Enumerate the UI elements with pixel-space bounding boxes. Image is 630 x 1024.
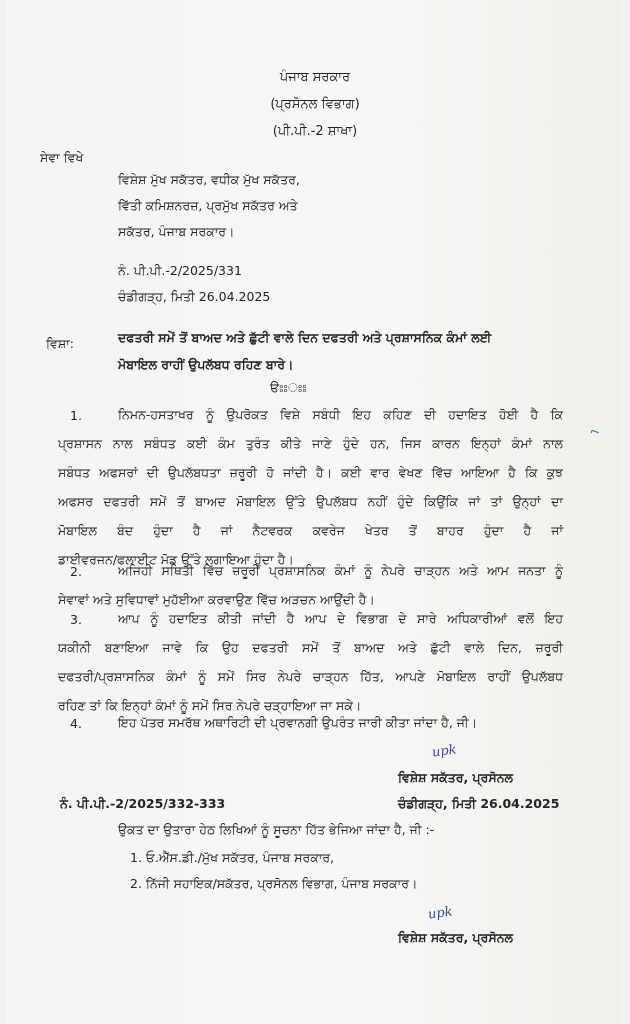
signatory-title: ਵਿਸ਼ੇਸ਼ ਸਕੱਤਰ, ਪ੍ਰਸੋਨਲ [398, 930, 513, 945]
signatory-title: ਵਿਸ਼ੇਸ਼ ਸਕੱਤਰ, ਪ੍ਰਸੋਨਲ [398, 770, 513, 785]
endorsement-intro: ਉਕਤ ਦਾ ਉਤਾਰਾ ਹੇਠ ਲਿਖਿਆਂ ਨੂੰ ਸੂਚਨਾ ਹਿੱਤ ਭੇਜਿਆ ਜਾਂਦਾ ਹੈ, ਜੀ :- [118, 822, 435, 837]
subject-label: ਵਿਸ਼ਾ: [46, 336, 74, 351]
paragraph-line: ਸੇਵਾਵਾਂ ਅਤੇ ਸੁਵਿਧਾਵਾਂ ਮੁਹੱਈਆ ਕਰਵਾਉਣ ਵਿੱਚ ਅੜਚਨ ਆਉਂਦੀ ਹੈ। [58, 592, 375, 607]
paragraph-4 [118, 708, 563, 737]
paragraph-line: ਰਹਿਣ ਤਾਂ ਕਿ ਇਨ੍ਹਾਂ ਕੰਮਾਂ ਨੂੰ ਸਮੇਂ ਸਿਰ ਨੇਪਰੇ ਚੜ੍ਹਾਇਆ ਜਾ ਸਕੇ। [58, 698, 362, 713]
addressee-line: ਵਿੱਤੀ ਕਮਿਸ਼ਨਰਜ਼, ਪ੍ਰਮੁੱਖ ਸਕੱਤਰ ਅਤੇ [118, 198, 298, 213]
signatory-date: ਚੰਡੀਗੜ੍ਹ, ਮਿਤੀ 26.04.2025 [398, 796, 560, 811]
paragraph-line: ਅਜਿਹੀ ਸਥਿਤੀ ਵਿੱਚ ਜ਼ਰੂਰੀ ਪ੍ਰਸ਼ਾਸਨਿਕ ਕੰਮਾਂ ਨੂੰ ਨੇਪਰੇ ਚਾੜ੍ਹਨ ਅਤੇ ਆਮ ਜਨਤਾ ਨੂੰ [118, 563, 563, 578]
header-government: ਪੰਜਾਬ ਸਰਕਾਰ [279, 70, 351, 85]
paragraph-line: ਡਾਈਵਰਜਨ/ਫਲਾਈਟ ਮੋਡ ਉੱਤੇ ਲਗਾਇਆ ਹੁੰਦਾ ਹੈ। [58, 552, 294, 567]
endorsement-item: 2. ਨਿੱਜੀ ਸਹਾਇਕ/ਸਕੱਤਰ, ਪ੍ਰਸੋਨਲ ਵਿਭਾਗ, ਪੰਜਾਬ ਸਰਕਾਰ। [130, 876, 418, 891]
signature-initials: upk [431, 742, 458, 761]
reference-number: ਨੰ. ਪੀ.ਪੀ.-2/2025/331 [118, 263, 242, 278]
paragraph-number: 1. [70, 408, 82, 423]
header-department: (ਪ੍ਰਸੋਨਲ ਵਿਭਾਗ) [270, 97, 360, 112]
paragraph-line: ਸਬੰਧਤ ਅਫਸਰਾਂ ਦੀ ਉਪਲੱਬਧਤਾ ਜ਼ਰੂਰੀ ਹੋ ਜਾਂਦੀ ਹੈ। ਕਈ ਵਾਰ ਵੇਖਣ ਵਿੱਚ ਆਇਆ ਹੈ ਕਿ ਕੁਝ [58, 465, 563, 480]
paragraph-3 [58, 604, 563, 720]
paragraph-line: ਆਪ ਨੂੰ ਹਦਾਇਤ ਕੀਤੀ ਜਾਂਦੀ ਹੈ ਆਪ ਦੇ ਵਿਭਾਗ ਦੇ ਸਾਰੇ ਅਧਿਕਾਰੀਆਂ ਵਲੋਂ ਇਹ [118, 611, 563, 626]
paragraph-line: ਅਫਸਰ ਦਫਤਰੀ ਸਮੇਂ ਤੋਂ ਬਾਅਦ ਮੋਬਾਇਲ ਉੱਤੇ ਉਪਲੱਬਧ ਨਹੀਂ ਹੁੰਦੇ ਕਿਉਂਕਿ ਜਾਂ ਤਾਂ ਉਨ੍ਹਾਂ ਦਾ [58, 494, 563, 509]
signature-initials: upk [427, 904, 454, 923]
pen-tick-mark-icon: ⌐ [587, 423, 603, 441]
addressee-line: ਸਕੱਤਰ, ਪੰਜਾਬ ਸਰਕਾਰ। [118, 224, 235, 239]
subject-line: ਮੋਬਾਇਲ ਰਾਹੀਂ ਉਪਲੱਬਧ ਰਹਿਣ ਬਾਰੇ। [118, 357, 294, 372]
paragraph-line: ਮੋਬਾਇਲ ਬੰਦ ਹੁੰਦਾ ਹੈ ਜਾਂ ਨੈਟਵਰਕ ਕਵਰੇਜ ਖੇਤਰ ਤੋਂ ਬਾਹਰ ਹੁੰਦਾ ਹੈ ਜਾਂ [58, 523, 563, 538]
paragraph-1 [58, 400, 563, 574]
paragraph-number: 3. [70, 612, 82, 627]
header-branch: (ਪੀ.ਪੀ.-2 ਸ਼ਾਖਾ) [272, 124, 358, 139]
paragraph-line: ਇਹ ਪੱਤਰ ਸਮਰੱਥ ਅਥਾਰਿਟੀ ਦੀ ਪ੍ਰਵਾਨਗੀ ਉਪਰੰਤ ਜਾਰੀ ਕੀਤਾ ਜਾਂਦਾ ਹੈ, ਜੀ। [118, 715, 478, 730]
addressee-line: ਵਿਸ਼ੇਸ਼ ਮੁੱਖ ਸਕੱਤਰ, ਵਧੀਕ ਮੁੱਖ ਸਕੱਤਰ, [118, 172, 300, 187]
endorsement-item: 1. ਓ.ਐੱਸ.ਡੀ./ਮੁੱਖ ਸਕੱਤਰ, ਪੰਜਾਬ ਸਰਕਾਰ, [130, 850, 335, 865]
paragraph-line: ਪ੍ਰਸ਼ਾਸਨ ਨਾਲ ਸਬੰਧਤ ਕਈ ਕੰਮ ਤੁਰੰਤ ਕੀਤੇ ਜਾਣੇ ਹੁੰਦੇ ਹਨ, ਜਿਸ ਕਾਰਨ ਇਨ੍ਹਾਂ ਕੰਮਾਂ ਨਾਲ [58, 436, 563, 451]
endorsement-number: ਨੰ. ਪੀ.ਪੀ.-2/2025/332-333 [60, 796, 226, 811]
paragraph-line: ਯਕੀਨੀ ਬਣਾਇਆ ਜਾਵੇ ਕਿ ਉਹ ਦਫਤਰੀ ਸਮੇਂ ਤੋਂ ਬਾਅਦ ਅਤੇ ਛੁੱਟੀ ਵਾਲੇ ਦਿਨ, ਜ਼ਰੂਰੀ [58, 640, 563, 655]
paragraph-number: 2. [70, 564, 82, 579]
paragraph-line: ਨਿਮਨ-ਹਸਤਾਖਰ ਨੂੰ ਉਪਰੋਕਤ ਵਿਸ਼ੇ ਸਬੰਧੀ ਇਹ ਕਹਿਣ ਦੀ ਹਦਾਇਤ ਹੋਈ ਹੈ ਕਿ [118, 407, 563, 422]
salutation: ਸੇਵਾ ਵਿਖੇ [40, 150, 84, 165]
subject-divider: ੳਃਃਃਃ [270, 380, 308, 395]
subject-line: ਦਫਤਰੀ ਸਮੇਂ ਤੋਂ ਬਾਅਦ ਅਤੇ ਛੁੱਟੀ ਵਾਲੇ ਦਿਨ ਦਫਤਰੀ ਅਤੇ ਪ੍ਰਸ਼ਾਸਨਿਕ ਕੰਮਾਂ ਲਈ [118, 330, 492, 345]
paragraph-line: ਦਫਤਰੀ/ਪ੍ਰਸ਼ਾਸਨਿਕ ਕੰਮਾਂ ਨੂੰ ਸਮੇਂ ਸਿਰ ਨੇਪਰੇ ਚਾੜ੍ਹਨ ਹਿੱਤ, ਆਪਣੇ ਮੋਬਾਇਲ ਰਾਹੀਂ ਉਪਲੱਬਧ [58, 669, 563, 684]
paragraph-number: 4. [70, 716, 82, 731]
reference-date: ਚੰਡੀਗੜ੍ਹ, ਮਿਤੀ 26.04.2025 [118, 289, 271, 304]
